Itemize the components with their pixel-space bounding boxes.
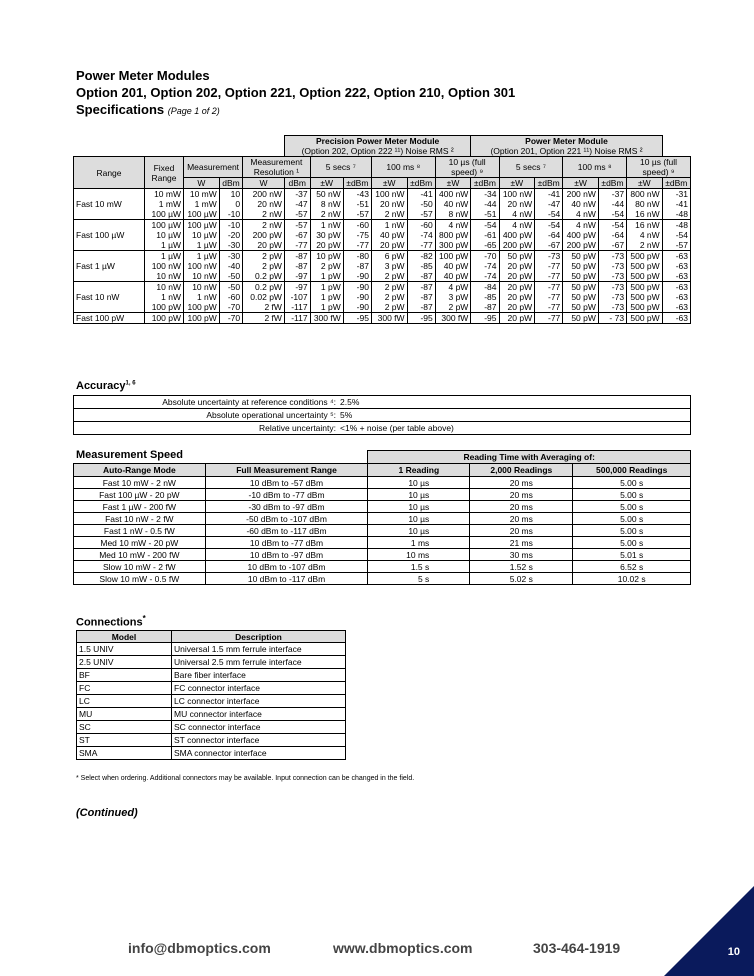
accuracy-cell — [74, 396, 691, 409]
table-cell: -57 -67 -77 — [284, 220, 310, 251]
table-cell: SC — [77, 721, 172, 734]
table-cell: 1 µW 100 nW 10 nW — [145, 251, 184, 282]
table-cell: 10 dBm to -117 dBm — [205, 573, 368, 585]
table-cell: 5.00 s — [573, 525, 691, 537]
table-cell: 2 fW — [243, 313, 285, 324]
website-link[interactable]: www.dbmoptics.com — [333, 940, 473, 956]
table-row — [77, 721, 346, 734]
precision-header: Precision Power Meter Module (Option 202, Option 222 ¹¹) Noise RMS ² — [284, 136, 470, 157]
table-cell: 10 µs — [368, 513, 470, 525]
sensitivity-table — [73, 135, 691, 324]
table-cell: 10.02 s — [573, 573, 691, 585]
table-cell: LC connector interface — [172, 695, 346, 708]
accuracy-value: 2.5% — [340, 397, 360, 407]
table-cell: 1 nW 40 pW 20 pW — [371, 220, 407, 251]
table-cell: 500 pW 500 pW 500 pW — [627, 251, 663, 282]
title-line-1: Power Meter Modules — [76, 68, 210, 83]
table-cell: 300 fW — [310, 313, 343, 324]
col-5s-b: 5 secs ⁷ — [499, 157, 563, 178]
table-cell: -34 -44 -51 — [471, 189, 499, 220]
table-cell: 10 dBm to -97 dBm — [205, 549, 368, 561]
unit-header: ±W — [371, 178, 407, 189]
connections-footnote: * Select when ordering. Additional connectors may be available. Input connection can be changed in the field. — [76, 775, 415, 782]
table-cell: 4 nW 800 pW 300 pW — [435, 220, 471, 251]
table-cell: - 73 — [598, 313, 626, 324]
range-cell: Fast 10 nW — [74, 282, 145, 313]
accuracy-cell — [74, 409, 691, 422]
col-100ms-b: 100 ms ⁸ — [563, 157, 627, 178]
table-cell: 500 pW — [627, 313, 663, 324]
range-cell: Fast 100 µW — [74, 220, 145, 251]
table-cell: 10 0 -10 — [219, 189, 242, 220]
table-cell: -37 -44 -54 — [598, 189, 626, 220]
unit-header: ±dBm — [471, 178, 499, 189]
table-cell: 1.5 s — [368, 561, 470, 573]
power-header: Power Meter Module (Option 201, Option 221 ¹¹) Noise RMS ² — [471, 136, 662, 157]
table-cell: 20 pW — [499, 313, 535, 324]
table-cell: 100 µW 10 µW 1 µW — [184, 220, 220, 251]
table-cell: -117 — [284, 313, 310, 324]
table-cell: 16 nW 4 nW 2 nW — [627, 220, 663, 251]
table-cell: ST connector interface — [172, 734, 346, 747]
title-line-3 — [76, 101, 515, 120]
phone-number: 303-464-1919 — [533, 940, 621, 956]
table-cell: 800 nW 80 nW 16 nW — [627, 189, 663, 220]
table-row — [74, 549, 691, 561]
table-cell: 200 nW 20 nW 2 nW — [243, 189, 285, 220]
table-cell: 100 pW 40 pW 40 pW — [435, 251, 471, 282]
table-row — [74, 501, 691, 513]
table-cell: 1 ms — [368, 537, 470, 549]
table-cell: SMA — [77, 747, 172, 760]
table-row — [77, 734, 346, 747]
table-row — [77, 682, 346, 695]
table-row — [74, 537, 691, 549]
table-cell: -77 -77 -77 — [535, 282, 563, 313]
range-cell: Fast 10 mW — [74, 189, 145, 220]
table-cell: -70 — [219, 313, 242, 324]
unit-header: W — [243, 178, 285, 189]
table-cell: 2.5 UNIV — [77, 656, 172, 669]
table-cell: -63 — [662, 313, 690, 324]
spec-label: Specifications — [76, 102, 165, 117]
page-note: (Page 1 of 2) — [167, 106, 220, 116]
table-cell: 1.52 s — [470, 561, 573, 573]
table-cell: 4 nW 400 pW 200 pW — [563, 220, 599, 251]
table-row — [74, 525, 691, 537]
table-cell: -50 dBm to -107 dBm — [205, 513, 368, 525]
unit-header: ±dBm — [662, 178, 690, 189]
table-cell: -73 -73 -73 — [598, 282, 626, 313]
table-cell: -10 -20 -30 — [219, 220, 242, 251]
table-cell: -30 -40 -50 — [219, 251, 242, 282]
table-cell: -63 -63 -63 — [662, 251, 690, 282]
table-cell: 300 fW — [371, 313, 407, 324]
unit-header: ±W — [563, 178, 599, 189]
table-row — [77, 708, 346, 721]
table-cell: -60 -75 -77 — [343, 220, 371, 251]
table-cell: 10 mW 1 mW 100 µW — [145, 189, 184, 220]
accuracy-value: <1% + noise (per table above) — [340, 423, 454, 433]
table-cell: FC connector interface — [172, 682, 346, 695]
table-cell: -60 dBm to -117 dBm — [205, 525, 368, 537]
connections-table — [76, 630, 346, 760]
table-cell: 100 nW 20 nW 4 nW — [499, 189, 535, 220]
table-cell: 10 ms — [368, 549, 470, 561]
col-5s-a: 5 secs ⁷ — [310, 157, 371, 178]
table-cell: Slow 10 mW - 2 fW — [74, 561, 206, 573]
table-cell: 5.00 s — [573, 501, 691, 513]
unit-header: ±dBm — [407, 178, 435, 189]
table-row — [74, 251, 691, 282]
table-row — [74, 282, 691, 313]
table-cell: -95 — [471, 313, 499, 324]
table-cell: 10 nW 1 nW 100 pW — [184, 282, 220, 313]
accuracy-table — [73, 395, 691, 435]
table-cell: 20 ms — [470, 525, 573, 537]
table-cell: 2 pW 2 pW 0.2 pW — [243, 251, 285, 282]
table-cell: 5 s — [368, 573, 470, 585]
table-cell: 30 ms — [470, 549, 573, 561]
page-title — [76, 67, 515, 120]
unit-header: ±W — [435, 178, 471, 189]
col-10us-a: 10 µs (full speed) ⁹ — [435, 157, 499, 178]
page-number: 10 — [727, 946, 740, 958]
speed-header: Full Measurement Range — [205, 464, 368, 477]
col-10us-b: 10 µs (full speed) ⁹ — [627, 157, 691, 178]
table-cell: 500 pW 500 pW 500 pW — [627, 282, 663, 313]
speed-header: Auto-Range Mode — [74, 464, 206, 477]
table-row — [74, 489, 691, 501]
table-cell: -54 -64 -67 — [598, 220, 626, 251]
accuracy-row — [74, 409, 691, 422]
table-row — [77, 695, 346, 708]
unit-header: ±dBm — [343, 178, 371, 189]
table-cell: 50 pW 50 pW 50 pW — [563, 282, 599, 313]
connections-title: Connections* — [76, 614, 146, 629]
table-cell: -48 -54 -57 — [662, 220, 690, 251]
table-cell: 1.5 UNIV — [77, 643, 172, 656]
table-cell: 2 nW 200 pW 20 pW — [243, 220, 285, 251]
table-cell: 1 µW 100 nW 10 nW — [184, 251, 220, 282]
unit-header: dBm — [284, 178, 310, 189]
table-cell: Med 10 mW - 200 fW — [74, 549, 206, 561]
table-cell: SMA connector interface — [172, 747, 346, 760]
unit-header: ±W — [310, 178, 343, 189]
corner-triangle — [664, 886, 754, 976]
table-row — [74, 313, 691, 324]
table-cell: 0.2 pW 0.02 pW 2 fW — [243, 282, 285, 313]
table-cell: 5.00 s — [573, 537, 691, 549]
sensitivity-body — [74, 189, 691, 324]
table-cell: -80 -87 -90 — [343, 251, 371, 282]
table-cell: 5.00 s — [573, 513, 691, 525]
table-cell: SC connector interface — [172, 721, 346, 734]
accuracy-label: Absolute uncertainty at reference conditions ⁴: — [162, 397, 336, 407]
table-row — [77, 669, 346, 682]
table-cell: -50 -60 -70 — [219, 282, 242, 313]
table-cell: -10 dBm to -77 dBm — [205, 489, 368, 501]
table-row — [74, 477, 691, 489]
table-cell: BF — [77, 669, 172, 682]
speed-header: 1 Reading — [368, 464, 470, 477]
table-cell: -30 dBm to -97 dBm — [205, 501, 368, 513]
table-cell: -73 -73 -73 — [598, 251, 626, 282]
table-cell: 20 ms — [470, 477, 573, 489]
table-cell: -77 — [535, 313, 563, 324]
table-row — [77, 656, 346, 669]
table-cell: 100 pW — [184, 313, 220, 324]
col-measurement: Measurement — [184, 157, 243, 178]
speed-table — [73, 450, 691, 585]
table-cell: 50 pW — [563, 313, 599, 324]
accuracy-value: 5% — [340, 410, 353, 420]
accuracy-cell — [74, 422, 691, 435]
col-resolution: Measurement Resolution ¹ — [243, 157, 310, 178]
table-cell: MU — [77, 708, 172, 721]
table-cell: 100 nW 20 nW 2 nW — [371, 189, 407, 220]
table-row — [77, 643, 346, 656]
accuracy-label: Absolute operational uncertainty ⁵: — [206, 410, 336, 420]
unit-header: ±W — [627, 178, 663, 189]
table-cell: Med 10 mW - 20 pW — [74, 537, 206, 549]
table-cell: 50 pW 20 pW 20 pW — [499, 251, 535, 282]
table-cell: -87 -87 -97 — [284, 251, 310, 282]
table-cell: ST — [77, 734, 172, 747]
table-cell: 20 ms — [470, 501, 573, 513]
table-cell: 10 dBm to -57 dBm — [205, 477, 368, 489]
table-cell: 10 pW 2 pW 1 pW — [310, 251, 343, 282]
table-cell: Fast 1 µW - 200 fW — [74, 501, 206, 513]
speed-title: Measurement Speed — [76, 449, 183, 461]
table-cell: -97 -107 -117 — [284, 282, 310, 313]
table-cell: -54 -61 -65 — [471, 220, 499, 251]
table-cell: 21 ms — [470, 537, 573, 549]
accuracy-row — [74, 422, 691, 435]
table-cell: 10 mW 1 mW 100 µW — [184, 189, 220, 220]
table-row — [74, 220, 691, 251]
table-cell: 1 pW 1 pW 1 pW — [310, 282, 343, 313]
speed-header: 2,000 Readings — [470, 464, 573, 477]
accuracy-row — [74, 396, 691, 409]
table-cell: 4 nW 400 pW 200 pW — [499, 220, 535, 251]
range-cell: Fast 100 pW — [74, 313, 145, 324]
table-cell: -84 -85 -87 — [471, 282, 499, 313]
table-cell: -95 — [407, 313, 435, 324]
table-cell: 10 µs — [368, 477, 470, 489]
col-100ms-a: 100 ms ⁸ — [371, 157, 435, 178]
table-cell: -60 -74 -77 — [407, 220, 435, 251]
table-cell: 6 pW 3 pW 2 pW — [371, 251, 407, 282]
table-cell: -70 -74 -74 — [471, 251, 499, 282]
table-cell: Slow 10 mW - 0.5 fW — [74, 573, 206, 585]
unit-header: dBm — [219, 178, 242, 189]
table-cell: Universal 1.5 mm ferrule interface — [172, 643, 346, 656]
table-cell: 5.01 s — [573, 549, 691, 561]
table-cell: -41 -47 -54 — [535, 189, 563, 220]
table-cell: 20 pW 20 pW 20 pW — [499, 282, 535, 313]
table-cell: 20 ms — [470, 513, 573, 525]
table-cell: 200 nW 40 nW 4 nW — [563, 189, 599, 220]
table-cell: 4 pW 3 pW 2 pW — [435, 282, 471, 313]
unit-header: W — [184, 178, 220, 189]
table-row — [74, 189, 691, 220]
unit-header: ±W — [499, 178, 535, 189]
table-cell: -43 -51 -57 — [343, 189, 371, 220]
table-cell: -95 — [343, 313, 371, 324]
speed-header: 500,000 Readings — [573, 464, 691, 477]
unit-header: ±dBm — [535, 178, 563, 189]
table-cell: -37 -47 -57 — [284, 189, 310, 220]
continued-label: (Continued) — [76, 807, 138, 819]
table-cell: Fast 1 nW - 0.5 fW — [74, 525, 206, 537]
table-cell: 2 pW 2 pW 2 pW — [371, 282, 407, 313]
table-cell: 1 nW 30 pW 20 pW — [310, 220, 343, 251]
col-fixed: Fixed Range — [145, 157, 184, 189]
connections-header: Model — [77, 631, 172, 643]
table-cell: 5.00 s — [573, 489, 691, 501]
table-cell: -90 -90 -90 — [343, 282, 371, 313]
table-cell: 50 nW 8 nW 2 nW — [310, 189, 343, 220]
table-cell: 6.52 s — [573, 561, 691, 573]
table-cell: 5.00 s — [573, 477, 691, 489]
email-link[interactable]: info@dbmoptics.com — [128, 940, 271, 956]
table-cell: 10 µs — [368, 501, 470, 513]
table-cell: -41 -50 -57 — [407, 189, 435, 220]
unit-header: ±dBm — [598, 178, 626, 189]
range-cell: Fast 1 µW — [74, 251, 145, 282]
table-row — [74, 561, 691, 573]
table-cell: Fast 100 µW - 20 pW — [74, 489, 206, 501]
table-cell: 10 µs — [368, 489, 470, 501]
table-cell: Universal 2.5 mm ferrule interface — [172, 656, 346, 669]
table-cell: Fast 10 mW - 2 nW — [74, 477, 206, 489]
col-range: Range — [74, 157, 145, 189]
table-cell: 10 dBm to -107 dBm — [205, 561, 368, 573]
table-row — [77, 747, 346, 760]
table-cell: 5.02 s — [470, 573, 573, 585]
table-cell: 10 µs — [368, 525, 470, 537]
table-cell: 10 dBm to -77 dBm — [205, 537, 368, 549]
table-cell: -54 -64 -67 — [535, 220, 563, 251]
table-cell: 400 nW 40 nW 8 nW — [435, 189, 471, 220]
title-line-2: Option 201, Option 202, Option 221, Option 222, Option 210, Option 301 — [76, 85, 516, 100]
table-cell: 300 fW — [435, 313, 471, 324]
table-cell: LC — [77, 695, 172, 708]
table-cell: Bare fiber interface — [172, 669, 346, 682]
table-cell: 10 nW 1 nW 100 pW — [145, 282, 184, 313]
table-row — [74, 513, 691, 525]
table-cell: -73 -77 -77 — [535, 251, 563, 282]
accuracy-label: Relative uncertainty: — [258, 423, 336, 433]
table-cell: 50 pW 50 pW 50 pW — [563, 251, 599, 282]
table-cell: FC — [77, 682, 172, 695]
table-cell: MU connector interface — [172, 708, 346, 721]
accuracy-title: Accuracy$^{1, 6}$ — [76, 380, 136, 392]
table-cell: 20 ms — [470, 489, 573, 501]
table-row — [74, 573, 691, 585]
table-cell: -82 -85 -87 — [407, 251, 435, 282]
reading-header: Reading Time with Averaging of: — [368, 451, 691, 464]
table-cell: 100 pW — [145, 313, 184, 324]
table-cell: Fast 10 nW - 2 fW — [74, 513, 206, 525]
table-cell: -63 -63 -63 — [662, 282, 690, 313]
table-cell: -31 -41 -48 — [662, 189, 690, 220]
table-cell: 100 µW 10 µW 1 µW — [145, 220, 184, 251]
connections-header: Description — [172, 631, 346, 643]
table-cell: -87 -87 -87 — [407, 282, 435, 313]
